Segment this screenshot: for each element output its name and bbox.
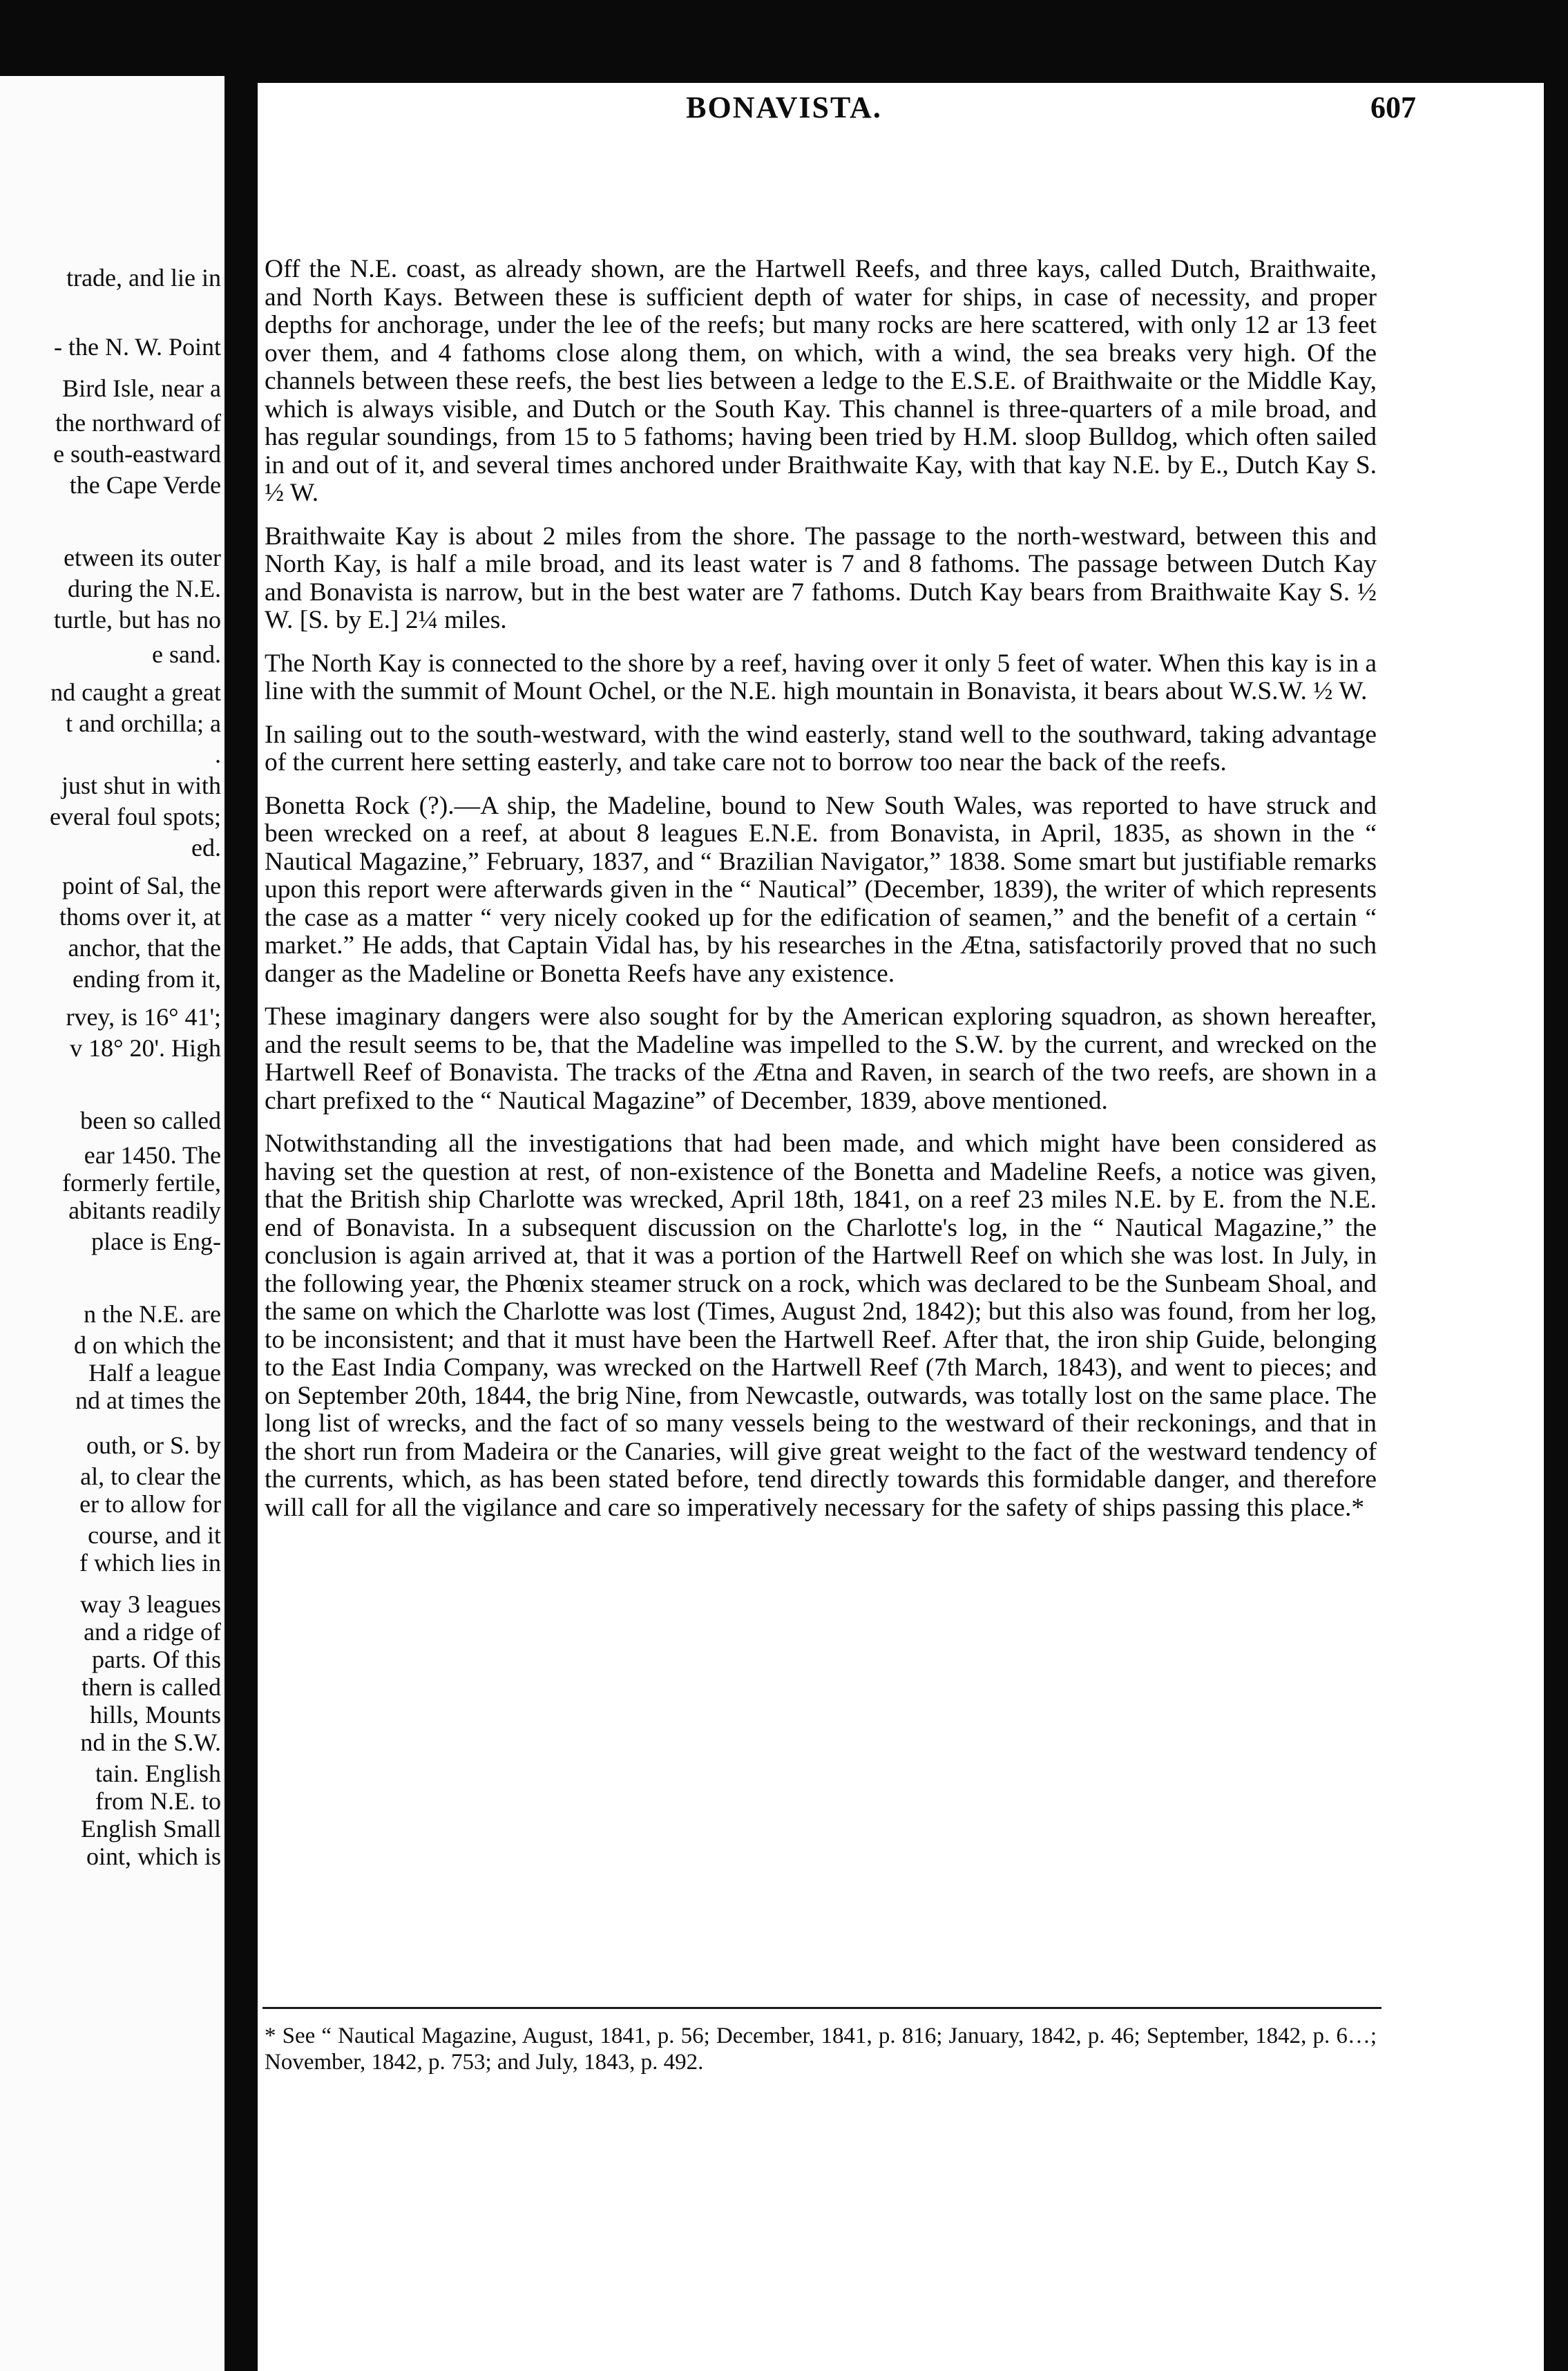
left-page-line: everal foul spots; — [50, 803, 221, 830]
left-page-line: al, to clear the — [80, 1463, 221, 1490]
left-page-line: just shut in with — [61, 772, 221, 799]
left-page-line: thoms over it, at — [59, 903, 221, 931]
left-page-line: trade, and lie in — [66, 264, 221, 292]
left-page-line: oint, which is — [86, 1842, 221, 1870]
body-text — [265, 256, 1377, 1537]
left-page-line: nd at times the — [75, 1387, 221, 1414]
left-page-line: thern is called — [82, 1673, 221, 1701]
left-page-line: anchor, that the — [68, 934, 221, 962]
left-page-line: the northward of — [55, 409, 221, 437]
paragraph-imaginary-dangers: These imaginary dangers were also sought for by the American exploring squadron, as shown hereafter, and the result seems to be, that the Madeline was impelled to the S.W. by the current, and wrecked on the Hartwell Reef of Bonavista. The tracks of the Ætna and Raven, in search of the two reefs, are shown in a chart prefixed to the “ Nautical Magazine” of December, 1839, above mentioned. — [265, 1002, 1377, 1115]
left-page-line: etween its outer — [64, 544, 221, 571]
left-page-line: nd in the S.W. — [80, 1729, 221, 1756]
left-page-line: been so called — [80, 1107, 221, 1134]
book-gutter — [224, 55, 258, 2371]
left-page-line: turtle, but has no — [54, 606, 221, 634]
left-page-line: during the N.E. — [68, 575, 221, 602]
left-page-line: English Small — [80, 1815, 221, 1842]
left-page-line: Half a league — [88, 1359, 221, 1387]
left-page-line: t and orchilla; a — [66, 710, 221, 737]
left-page-line: outh, or S. by — [86, 1431, 221, 1459]
paragraph-bonetta-rock: Bonetta Rock (?).—A ship, the Madeline, bound to New South Wales, was reported to have struck and been wrecked on a reef, at about 8 leagues E.N.E. from Bonavista, in April, 1835, as shown in the “ Nautical Magazine,” February, 1837, and “ Brazilian Navigator,” 1838. Some smart but justifiable remarks upon this report were afterwards given in the “ Nautical” (December, 1839), the writer of which represents the case as a matter “ very nicely cooked up for the edification of seamen,” and the benefit of a certain “ market.” He adds, that Captain Vidal has, by his researches in the Ætna, satisfactorily proved that no such danger as the Madeline or Bonetta Reefs have any existence. — [265, 791, 1377, 988]
paragraph-notwithstanding: Notwithstanding all the investigations that had been made, and which might have been considered as having set the question at rest, of non-existence of the Bonetta and Madeline Reefs, a notice was given, that the British ship Charlotte was wrecked, April 18th, 1841, on a reef 23 miles N.E. by E. from the N.E. end of Bonavista. In a subsequent discussion on the Charlotte's log, in the “ Nautical Magazine,” the conclusion is again arrived at, that it was a portion of the Hartwell Reef on which she was lost. In July, in the following year, the Phœnix steamer struck on a rock, which was declared to be the Sunbeam Shoal, and the same on which the Charlotte was lost (Times, August 2nd, 1842); but this also was found, from her log, to be inconsistent; and that it must have been the Hartwell Reef. After that, the iron ship Guide, belonging to the East India Company, was wrecked on the Hartwell Reef (7th March, 1843), and went to pieces; and on September 20th, 1844, the brig Nine, from Newcastle, outwards, was totally lost on the same place. The long list of wrecks, and the fact of so many vessels being to the westward of their reckonings, and that in the short run from Madeira or the Canaries, will give great weight to the fact of the westward tendency of the currents, which, as has been stated before, tend directly towards this formidable danger, and therefore will call for all the vigilance and care so imperatively necessary for the safety of ships passing this place.* — [265, 1130, 1377, 1522]
left-page-line: from N.E. to — [95, 1787, 221, 1815]
left-page-line: - the N. W. Point — [53, 333, 221, 361]
left-page-line: d on which the — [74, 1331, 221, 1359]
left-page-line: and a ridge of — [84, 1618, 221, 1646]
left-page-line: n the N.E. are — [84, 1300, 221, 1328]
page-title: BONAVISTA. — [686, 91, 882, 124]
footnote: * See “ Nautical Magazine, August, 1841, p. 56; December, 1841, p. 816; January, 1842, p. 46; September, 1842, p. 6…; November, 1842, p. 753; and July, 1843, p. 492. — [265, 2024, 1377, 2075]
left-page-line: the Cape Verde — [69, 471, 221, 499]
footnote-rule — [262, 2007, 1381, 2009]
left-page-line: f which lies in — [79, 1549, 221, 1577]
facing-page-left — [0, 76, 224, 2371]
left-page-line: rvey, is 16° 41'; — [66, 1003, 221, 1031]
left-page-line: ed. — [191, 834, 221, 861]
paragraph-sailing-out: In sailing out to the south-westward, with the wind easterly, stand well to the southward, taking advantage of the current here setting easterly, and take care not to borrow too near the back of the reefs. — [265, 720, 1377, 777]
left-page-line: ending from it, — [73, 965, 221, 993]
left-page-line: v 18° 20'. High — [70, 1034, 221, 1062]
left-page-line: e south-eastward — [53, 440, 221, 468]
left-page-line: Bird Isle, near a — [62, 374, 221, 402]
paragraph-hartwell-reefs: Off the N.E. coast, as already shown, are the Hartwell Reefs, and three kays, called Dutch, Braithwaite, and North Kays. Between these is sufficient depth of water for ships, in case of necessity, and proper depths for anchorage, under the lee of the reefs; but many rocks are here scattered, with only 12 ar 13 feet over them, and 4 fathoms close along them, on which, with a wind, the sea breaks very high. Of the channels between these reefs, the best lies between a ledge to the E.S.E. of Braithwaite or the Middle Kay, which is always visible, and Dutch or the South Kay. This channel is three-quarters of a mile broad, and has regular soundings, from 15 to 5 fathoms; having been tried by H.M. sloop Bulldog, which often sailed in and out of it, and several times anchored under Braithwaite Kay, with that kay N.E. by E., Dutch Kay S. ½ W. — [265, 255, 1377, 507]
left-page-line: way 3 leagues — [80, 1590, 221, 1618]
left-page-line: abitants readily — [68, 1197, 221, 1224]
scan-right-border — [1544, 0, 1568, 2371]
left-page-line: tain. English — [95, 1760, 221, 1787]
left-page-line: course, and it — [88, 1521, 221, 1549]
left-page-line: e sand. — [152, 640, 221, 668]
left-page-line: parts. Of this — [92, 1646, 221, 1673]
left-page-line: formerly fertile, — [62, 1169, 221, 1197]
left-page-line: . — [215, 741, 221, 768]
paragraph-braithwaite-kay: Braithwaite Kay is about 2 miles from the shore. The passage to the north-westward, between this and North Kay, is half a mile broad, and its least water is 7 and 8 fathoms. The passage between Dutch Kay and Bonavista is narrow, but in the best water are 7 fathoms. Dutch Kay bears from Braithwaite Kay S. ½ W. [S. by E.] 2¼ miles. — [265, 522, 1377, 634]
page-number: 607 — [1370, 91, 1416, 124]
left-page-line: hills, Mounts — [89, 1701, 221, 1729]
paragraph-north-kay: The North Kay is connected to the shore by a reef, having over it only 5 feet of water. When this kay is in a line with the summit of Mount Ochel, or the N.E. high mountain in Bonavista, it bears about W.S.W. ½ W. — [265, 649, 1377, 705]
left-page-line: point of Sal, the — [62, 872, 221, 899]
left-page-line: ear 1450. The — [84, 1141, 221, 1169]
left-page-line: nd caught a great — [50, 678, 221, 706]
left-page-line: place is Eng- — [91, 1228, 221, 1255]
left-page-line: er to allow for — [79, 1490, 221, 1518]
